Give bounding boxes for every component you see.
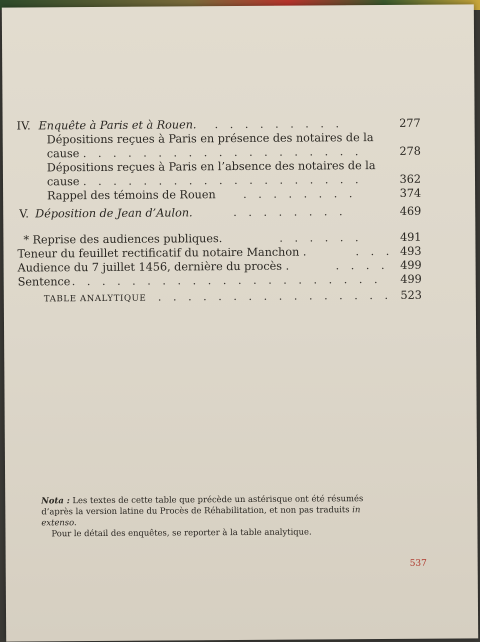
- toc-entry-reprise: * Reprise des audiences publiques. . . . . . . 491: [23, 230, 422, 247]
- toc-entry-audience: Audience du 7 juillet 1456, dernière du procès . . . . . 499: [17, 258, 422, 275]
- page-ref: 499: [400, 258, 422, 272]
- toc-entry-teneur: Teneur du feuillet rectificatif du notaire Manchon . . . . 493: [17, 244, 422, 261]
- table-of-contents: IV. Enquête à Paris et à Rouen. . . . . . . . . . 277 Dépositions reçues à Paris en présence des notaires de la cause . . . . . . . . . . . . . . . . . . . 278 Dépositions reçues à Paris en l’absence des notaires de la cause . . . . . . . . . . . . . . . . . . . 362 Rappel des témoins de Rouen . . . . . . . . 374 V. Déposition de Jean d’Aulon. . . . . . . . . 469 * Reprise des audiences publiques. . . . . . . 491 Teneur du feuillet rectificatif du notaire Manchon . . . . 493 Audience du 7 juillet 1456, dernière du procès . . . . . 499 Sentence . . . . . . . . . . . . . . . . . . . . . 499 TABLE ANALYTIQUE . . . . . . . . . . . . . . . . 523: [16, 116, 422, 305]
- section-number: IV.: [16, 119, 31, 133]
- toc-entry-section-5: V. Déposition de Jean d’Aulon. . . . . . . . . 469: [19, 204, 422, 221]
- toc-entry-depositions-absence: Dépositions reçues à Paris en l’absence des notaires de la: [46, 159, 376, 175]
- toc-entry-sentence: Sentence . . . . . . . . . . . . . . . . . . . . . 499: [17, 272, 422, 289]
- page-ref: 277: [399, 116, 421, 130]
- toc-entry-depositions-presence: Dépositions reçues à Paris en présence des notaires de la: [46, 131, 374, 147]
- toc-entry-section-4: IV. Enquête à Paris et à Rouen. . . . . . . . . . 277: [16, 116, 421, 133]
- page-ref: 499: [400, 272, 422, 286]
- page-ref: 491: [400, 230, 422, 244]
- toc-entry-rappel: Rappel des témoins de Rouen . . . . . . . . 374: [47, 186, 422, 203]
- section-number: V.: [19, 207, 29, 221]
- book-page: [2, 4, 478, 641]
- page-ref: 493: [400, 244, 422, 258]
- section-title: Enquête à Paris et à Rouen.: [38, 118, 197, 133]
- page-ref: 374: [399, 186, 422, 200]
- page-ref: 362: [399, 172, 422, 186]
- section-title: Déposition de Jean d’Aulon.: [35, 206, 193, 221]
- page-ref: 469: [399, 204, 422, 218]
- page-ref: 523: [400, 288, 422, 302]
- note-label: Nota :: [41, 495, 70, 506]
- page-ref: 278: [399, 144, 421, 158]
- toc-entry-table-analytique: TABLE ANALYTIQUE . . . . . . . . . . . . . . . . 523: [43, 288, 422, 305]
- page-number: 537: [409, 558, 427, 569]
- footnote: Nota : Les textes de cette table que précède un astérisque ont été résumés d’après la version latine du Procès de Réhabilitation, et non pas traduits in extenso. Pour le détail des enquêtes, se reporter à la table analytique.: [41, 493, 364, 539]
